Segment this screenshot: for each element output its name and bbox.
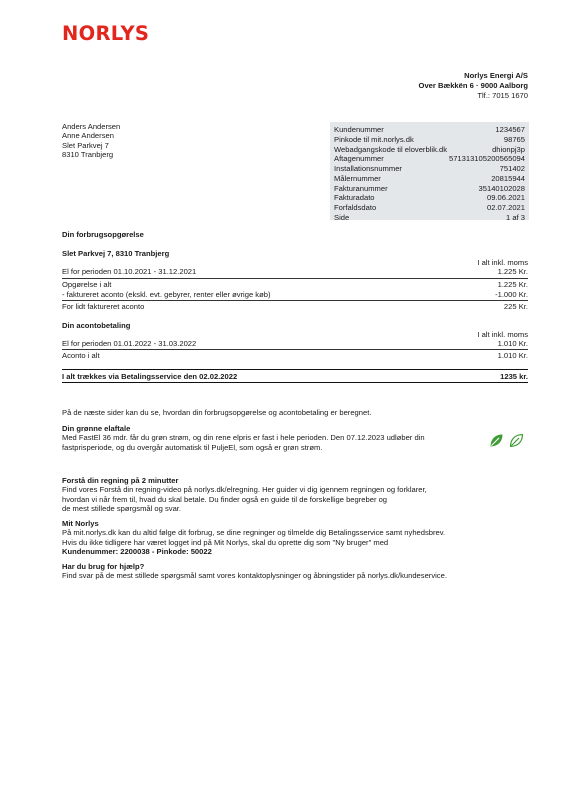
mit-norlys-text-line: Hvis du ikke tidligere har været logget ind på Mit Norlys, skal du oprette dig som "Ny bruger" med — [62, 537, 389, 547]
info-row — [334, 213, 525, 223]
divider — [62, 382, 528, 383]
info-label: Aftagenummer — [334, 154, 384, 164]
grand-total-value: 1235 kr. — [500, 372, 528, 381]
customer-info-box — [330, 122, 529, 220]
info-label: Installationsnummer — [334, 164, 402, 173]
aconto-period-row — [62, 339, 528, 348]
info-value: 751402 — [499, 164, 525, 173]
intro-text: På de næste sider kan du se, hvordan din forbrugsopgørelse og acontobetaling er beregnet. — [62, 408, 372, 417]
usage-total-row — [62, 280, 528, 289]
divider — [62, 349, 528, 350]
sender-phone: Tlf.: 7015 1670 — [477, 90, 528, 100]
info-row — [334, 125, 525, 135]
leaf-filled-icon — [488, 432, 505, 449]
usage-aconto-row — [62, 290, 528, 299]
green-text-line: fastprisperiode, og du overgår automatisk til PuljeEl, som også er grøn strøm. — [62, 442, 323, 452]
info-row — [334, 145, 525, 155]
aconto-column-header: I alt inkl. moms — [477, 330, 528, 339]
mit-norlys-section — [62, 519, 502, 556]
info-value: 20815944 — [491, 173, 525, 183]
aconto-title: Din acontobetaling — [62, 321, 131, 330]
info-value: 09.06.2021 — [486, 193, 525, 203]
recipient-line: Anders Andersen — [62, 122, 121, 131]
green-title: Din grønne elaftale — [62, 424, 131, 433]
row-label: Aconto i alt — [62, 351, 100, 360]
info-value: 98765 — [503, 134, 525, 144]
usage-period-row — [62, 267, 528, 276]
info-row — [334, 203, 525, 213]
customer-credentials: Kundenummer: 2200038 - Pinkode: 50022 — [62, 546, 212, 556]
help-section — [62, 562, 502, 581]
sender-address — [419, 71, 528, 101]
aconto-total-row — [62, 351, 528, 360]
understand-text-line: Find vores Forstå din regning-video på norlys.dk/elregning. Her guider vi dig igennem regningen og forklarer, — [62, 485, 427, 495]
row-value: 225 Kr. — [503, 302, 528, 311]
understand-text-line: de mest stillede spørgsmål og svar. — [62, 503, 182, 513]
leaf-outline-icon — [508, 432, 525, 449]
info-label: Pinkode til mit.norlys.dk — [334, 134, 414, 144]
info-value: 35140102028 — [478, 183, 525, 193]
info-label: Fakturadato — [334, 193, 375, 203]
norlys-logo: NORLYS — [62, 22, 150, 45]
help-text-line: Find svar på de mest stillede spørgsmål samt vores kontaktoplysninger og åbningstider på norlys.dk/kundeservice. — [62, 571, 447, 581]
sender-name: Norlys Energi A/S — [464, 71, 528, 80]
info-row — [334, 164, 525, 174]
info-label: Fakturanummer — [334, 183, 388, 193]
info-label: Forfaldsdato — [334, 203, 377, 212]
divider — [62, 278, 528, 279]
row-label: - faktureret aconto (ekskl. evt. gebyrer, renter eller øvrige køb) — [62, 290, 271, 299]
divider — [62, 369, 528, 370]
understand-text-line: hvordan vi når frem til, hvad du skal betale. Du finder også en guide til de forskellige begreber og — [62, 494, 388, 504]
grand-total-label: I alt trækkes via Betalingsservice den 02.02.2022 — [62, 372, 238, 381]
row-value: 1.225 Kr. — [497, 267, 528, 276]
info-row — [334, 154, 525, 164]
info-value: dhionpj3p — [492, 144, 525, 154]
info-label: Side — [334, 212, 350, 222]
understand-bill-section — [62, 476, 502, 513]
row-value: 1.010 Kr. — [497, 339, 528, 348]
row-value: -1.000 Kr. — [495, 290, 528, 299]
info-value: 571313105200565094 — [448, 154, 525, 164]
mit-norlys-text-line: På mit.norlys.dk kan du altid følge dit forbrug, se dine regninger og tilmelde dig Betalingsservice samt nyhedsbrev. — [62, 528, 446, 538]
row-value: 1.225 Kr. — [497, 280, 528, 289]
row-label: For lidt faktureret aconto — [62, 302, 145, 311]
green-energy-icons — [488, 432, 525, 449]
grand-total-row — [62, 372, 528, 381]
info-row — [334, 184, 525, 194]
info-row — [334, 193, 525, 203]
understand-title: Forstå din regning på 2 minutter — [62, 476, 179, 485]
green-agreement-section — [62, 424, 502, 452]
recipient-line: Slet Parkvej 7 — [62, 140, 109, 150]
recipient-line: 8310 Tranbjerg — [62, 149, 114, 159]
info-value: 02.07.2021 — [486, 203, 525, 212]
green-text-line: Med FastEl 36 mdr. får du grøn strøm, og din rene elpris er fast i hele perioden. Den 07.12.2023 udløber din — [62, 433, 425, 443]
info-label: Webadgangskode til eloverblik.dk — [334, 144, 447, 154]
usage-address: Slet Parkvej 7, 8310 Tranbjerg — [62, 249, 170, 258]
row-label: Opgørelse i alt — [62, 280, 112, 289]
info-label: Kundenummer — [334, 125, 384, 134]
info-value: 1 af 3 — [506, 212, 525, 222]
help-title: Har du brug for hjælp? — [62, 562, 145, 571]
info-row — [334, 174, 525, 184]
info-row — [334, 135, 525, 145]
usage-underpaid-row — [62, 302, 528, 311]
recipient-line: Anne Andersen — [62, 131, 114, 141]
mit-norlys-title: Mit Norlys — [62, 519, 99, 528]
divider — [62, 300, 528, 301]
sender-street: Over Bækkën 6 · 9000 Aalborg — [418, 80, 528, 90]
row-label: El for perioden 01.01.2022 - 31.03.2022 — [62, 339, 197, 348]
row-label: El for perioden 01.10.2021 - 31.12.2021 — [62, 267, 197, 276]
info-label: Målernummer — [334, 173, 381, 183]
info-value: 1234567 — [495, 125, 525, 134]
row-value: 1.010 Kr. — [497, 351, 528, 360]
recipient-address — [62, 122, 120, 159]
usage-column-header: I alt inkl. moms — [477, 258, 528, 267]
usage-title: Din forbrugsopgørelse — [62, 230, 144, 239]
